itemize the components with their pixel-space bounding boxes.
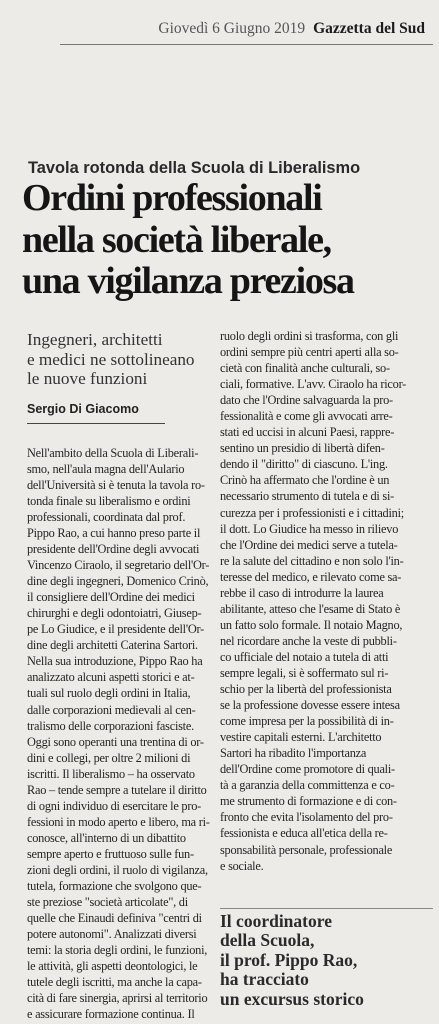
body-line: ruolo degli ordini si trasforma, con gli — [220, 329, 399, 343]
body-line: necessario strumento di tutela e di si- — [220, 489, 394, 504]
body-line: tutele degli iscritti, ma anche la capa- — [27, 975, 202, 990]
headline-line: nella società liberale, — [22, 218, 331, 261]
byline: Sergio Di Giacomo — [27, 402, 165, 424]
body-line: iscritti. Il liberalismo – ha osservato — [27, 766, 195, 781]
body-line: smo, nell'aula magna dell'Aulario — [27, 461, 185, 476]
pull-quote-line: il prof. Pippo Rao, — [220, 949, 358, 970]
body-line: fronto che evita l'isolamento del pro- — [220, 810, 393, 825]
right-column — [220, 328, 433, 1009]
body-line: il dott. Lo Giudice ha messo in rilievo — [220, 521, 399, 536]
body-line: che l'Ordine dei medici serve a tutela- — [220, 537, 398, 552]
masthead — [60, 20, 425, 38]
body-line: potere autonomi". Analizzati diversi — [27, 927, 197, 942]
subhead-line: le nuove funzioni — [27, 369, 148, 389]
body-line: schio per la libertà del professionista — [220, 682, 392, 697]
body-line: zioni degli ordini, il ruolo di vigilanza, — [27, 863, 208, 877]
body-line: fessionalità e come gli avvocati arre- — [220, 409, 393, 424]
body-line: dell'Università si è tenuta la tavola ro- — [27, 477, 205, 492]
body-line: tonda finale su liberalismo e ordini — [27, 493, 191, 508]
pull-quote-line: della Scuola, — [220, 930, 315, 951]
body-line: tuali sul ruolo degli ordini in Italia, — [27, 686, 191, 701]
body-line: co ufficiale del notaio a tutela di atti — [220, 649, 389, 664]
body-line: sempre legali, si è soffermato sul ri- — [220, 665, 389, 680]
body-line: temi: la storia degli ordini, le funzioni, — [27, 943, 208, 958]
body-line: ste preziose "società articolate", di — [27, 895, 188, 910]
body-line: se la professione dovesse essere intesa — [220, 698, 400, 713]
body-line: Rao – tende sempre a tutelare il diritto — [27, 782, 207, 797]
subhead-line: Ingegneri, architetti — [27, 330, 163, 349]
body-line: dell'Ordine come promotore di quali- — [220, 762, 395, 777]
headline-line: Ordini professionali — [22, 177, 322, 219]
body-line: teresse del medico, e rilevato come sa- — [220, 569, 402, 584]
body-line: Crinò ha affermato che l'ordine è un — [220, 473, 390, 488]
body-line: fessioni in modo aperto e libero, ma ri- — [27, 814, 210, 829]
body-line: dine degli ingegneri, Domenico Crinò, — [27, 574, 209, 589]
newspaper-name: Gazzetta del Sud — [313, 20, 425, 37]
body-line: tà a garanzia della committenza e co- — [220, 778, 395, 793]
body-line: professionali, coordinata dal prof. — [27, 509, 186, 524]
body-line: rebbe il caso di introdurre la laurea — [220, 585, 384, 600]
body-line: Pippo Rao, a cui hanno preso parte il — [27, 526, 201, 541]
body-line: sempre aperto e fruttuoso sulle fun- — [27, 846, 194, 861]
body-line: re la salute del cittadino e non solo l'in- — [220, 553, 404, 568]
pull-quote-line: ha tracciato — [220, 969, 309, 990]
body-line: sentino un presidio di libertà difen- — [220, 441, 385, 456]
left-column — [27, 330, 210, 1022]
body-line: un fatto solo formale. Il notaio Magno, — [220, 617, 403, 632]
subhead-line: e medici ne sottolineano — [27, 349, 195, 369]
body-line: ordini sempre più centri aperti alla so- — [220, 345, 399, 360]
body-line: ciali, formative. L'avv. Ciraolo ha ricor- — [220, 377, 407, 392]
body-line: tralismo delle corporazioni fasciste. — [27, 718, 194, 733]
pull-quote-line: Il coordinatore — [220, 910, 332, 931]
body-line: nel ricordare anche la veste di pubbli- — [220, 633, 397, 648]
right-column-text — [220, 328, 433, 874]
body-line: dalle corporazioni medievali al cen- — [27, 702, 196, 717]
body-line: cità di fare sinergia, aprirsi al territorio — [27, 991, 208, 1006]
body-line: le attività, gli aspetti deontologici, le — [27, 959, 198, 974]
left-column-text — [27, 445, 210, 1023]
body-line: chirurghi e degli odontoiatri, Giusep- — [27, 606, 202, 621]
body-line: Oggi sono operanti una trentina di or- — [27, 734, 204, 749]
body-line: e assicurare formazione continua. Il — [27, 1007, 195, 1022]
body-line: Sartori ha ribadito l'importanza — [220, 746, 367, 761]
body-line: dine degli architetti Caterina Sartori. — [27, 638, 198, 653]
body-line: conosce, all'interno di un dibattito — [27, 830, 186, 845]
body-line: sponsabilità personale, professionale — [220, 842, 393, 857]
body-line: tutela, formazione che svolgono que- — [27, 879, 202, 894]
article-headline — [22, 178, 431, 303]
body-line: stati ed uccisi in alcuni Paesi, rappre- — [220, 425, 395, 440]
body-line: cietà con finalità anche culturali, so- — [220, 361, 390, 376]
pull-quote-line: un excursus storico — [220, 988, 364, 1009]
headline-line: una vigilanza preziosa — [22, 260, 354, 302]
article-subhead — [27, 330, 210, 389]
body-line: curezza per i professionisti e i cittadini; — [220, 505, 404, 520]
body-line: di ogni individuo di esercitare le pro- — [27, 798, 201, 813]
body-line: pe Lo Giudice, e il presidente dell'Or- — [27, 622, 204, 637]
body-line: dato che l'Ordine salvaguarda la pro- — [220, 393, 393, 408]
body-line: quelle che Einaudi definiva "centri di — [27, 911, 202, 926]
body-line: il consigliere dell'Ordine dei medici — [27, 590, 195, 605]
body-line: me strumento di formazione e di con- — [220, 794, 397, 809]
body-line: e sociale. — [220, 858, 264, 873]
body-line: analizzato alcuni aspetti storici e at- — [27, 670, 195, 685]
body-line: fessionista e educa all'etica della re- — [220, 826, 388, 841]
article-kicker: Tavola rotonda della Scuola di Liberalismo — [28, 159, 361, 177]
body-line: Nella sua introduzione, Pippo Rao ha — [27, 654, 203, 669]
pull-quote — [220, 908, 433, 1010]
masthead-rule — [60, 44, 433, 45]
body-line: come impresa per la possibilità di in- — [220, 714, 394, 729]
publication-date: Giovedì 6 Giugno 2019 — [158, 20, 306, 37]
body-line: Vincenzo Ciraolo, il segretario dell'Or- — [27, 558, 210, 573]
body-line: vestire capitali esterni. L'architetto — [220, 730, 382, 745]
body-line: abilitante, atteso che l'esame di Stato è — [220, 601, 401, 616]
body-line: presidente dell'Ordine degli avvocati — [27, 542, 200, 557]
body-line: dini e collegi, per oltre 2 milioni di — [27, 750, 191, 765]
body-line: dendo il "diritto" di ciascuno. L'ing. — [220, 457, 388, 472]
body-line: Nell'ambito della Scuola di Liberali- — [27, 445, 199, 460]
